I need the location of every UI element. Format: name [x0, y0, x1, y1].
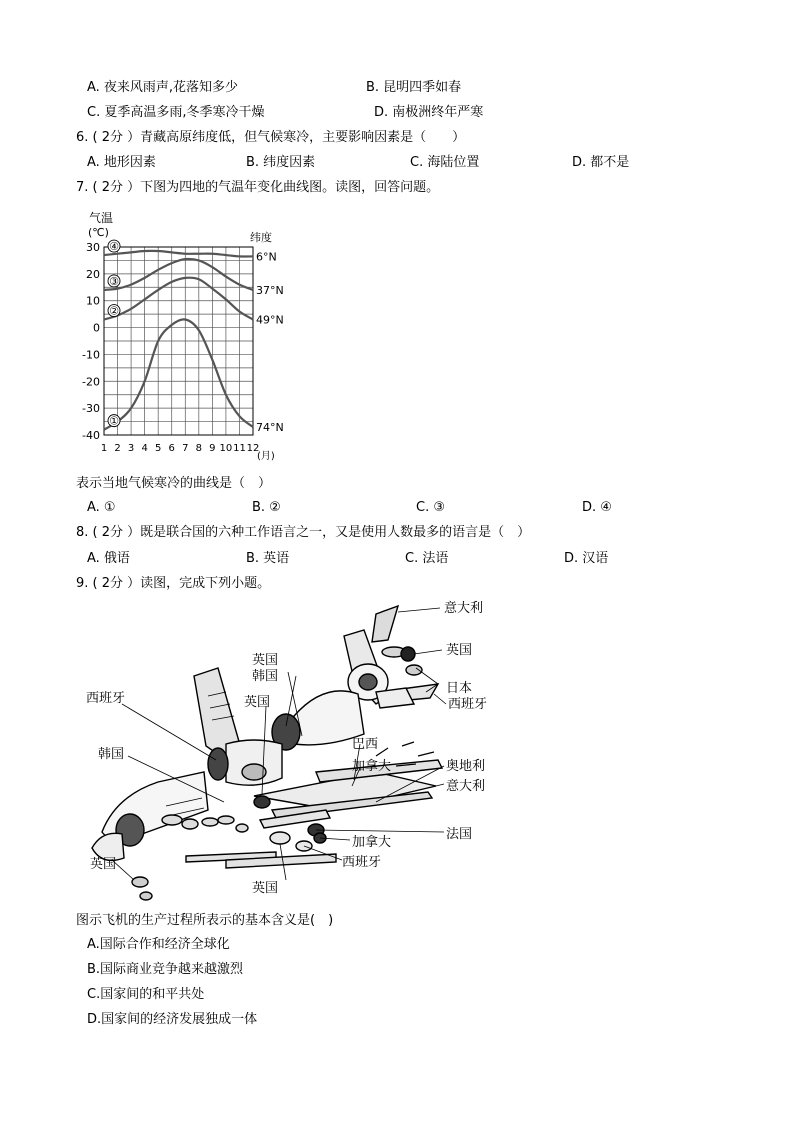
y-tick-label: -40	[82, 429, 100, 442]
plane-label-korea-upper: 韩国	[252, 669, 279, 684]
x-tick-label: 8	[195, 443, 203, 454]
series-name-label: ③	[109, 274, 119, 288]
plane-label-uk-bottom: 英国	[252, 881, 279, 896]
q5-option-c: C. 夏季高温多雨,冬季寒冷干燥	[87, 105, 265, 120]
plane-label-uk-upper: 英国	[252, 653, 279, 668]
x-tick-label: 7	[182, 443, 189, 454]
q8-option-b: B. 英语	[246, 551, 290, 566]
q7-option-a: A. ①	[87, 500, 116, 515]
series-latitude-label: 49°N	[256, 313, 284, 327]
series-line	[104, 251, 253, 257]
q7-option-b: B. ②	[252, 500, 281, 515]
series-latitude-label: 6°N	[256, 250, 277, 264]
q8-option-d: D. 汉语	[564, 551, 609, 566]
y-tick-label: -10	[82, 348, 100, 362]
series-line	[104, 278, 253, 320]
q7-stem: 7. ( 2分 ）下图为四地的气温年变化曲线图。读图，回答问题。	[76, 180, 440, 195]
series-line	[104, 259, 253, 290]
y-tick-label: 10	[86, 294, 100, 308]
x-tick-label: 9	[209, 443, 216, 454]
plane-label-austria: 奥地利	[446, 759, 486, 774]
q6-stem: 6. ( 2分 ）青藏高原纬度低，但气候寒冷，主要影响因素是（ ）	[76, 130, 466, 145]
q9-option-b: B.国际商业竞争越来越激烈	[87, 962, 244, 977]
series-latitude-label: 74°N	[256, 420, 284, 434]
q6-option-a: A. 地形因素	[87, 155, 156, 170]
series-line	[104, 319, 253, 429]
x-tick-label: 12	[246, 443, 260, 454]
q8-option-c: C. 法语	[405, 551, 449, 566]
q5-option-a: A. 夜来风雨声,花落知多少	[87, 80, 239, 95]
y-tick-label: 0	[93, 321, 100, 335]
series-name-label: ②	[109, 304, 119, 318]
q8-option-a: A. 俄语	[87, 551, 130, 566]
plane-label-italy-right: 意大利	[446, 779, 486, 794]
chart-grid	[104, 247, 253, 435]
x-tick-label: 5	[154, 443, 162, 454]
q5-option-b: B. 昆明四季如春	[366, 80, 462, 95]
q9-option-d: D.国家间的经济发展独成一体	[87, 1012, 258, 1027]
x-tick-label: 1	[100, 443, 108, 454]
q7-option-c: C. ③	[416, 500, 445, 515]
q7-question: 表示当地气候寒冷的曲线是（ ）	[76, 476, 272, 491]
q9-option-a: A.国际合作和经济全球化	[87, 937, 230, 952]
plane-label-canada-mid: 加拿大	[352, 759, 392, 774]
x-tick-label: 6	[168, 443, 175, 454]
series-latitude-label: 37°N	[256, 283, 284, 297]
y-tick-label: -20	[82, 375, 100, 389]
plane-label-canada-low: 加拿大	[352, 835, 392, 850]
airplane-parts-diagram	[76, 596, 516, 906]
series-name-label: ①	[109, 414, 119, 428]
q6-option-c: C. 海陆位置	[410, 155, 480, 170]
q7-option-d: D. ④	[582, 500, 612, 515]
y-tick-label: 20	[86, 267, 100, 281]
plane-label-italy-top: 意大利	[444, 601, 484, 616]
temperature-chart	[76, 208, 306, 468]
y-axis-title: 气温	[89, 211, 114, 225]
series-name-label: ④	[109, 240, 119, 254]
plane-label-uk-tail: 英国	[446, 643, 473, 658]
x-tick-label: 11	[233, 443, 246, 454]
q6-option-b: B. 纬度因素	[246, 155, 316, 170]
q6-option-d: D. 都不是	[572, 155, 630, 170]
plane-label-uk-mid: 英国	[244, 695, 271, 710]
plane-label-france: 法国	[446, 827, 473, 842]
plane-label-spain-low: 西班牙	[342, 855, 382, 870]
x-tick-label: 3	[127, 443, 135, 454]
x-axis-unit: (月)	[257, 451, 275, 462]
plane-label-spain-left: 西班牙	[86, 691, 126, 706]
y-tick-label: -30	[82, 402, 100, 416]
plane-label-korea-left: 韩国	[98, 747, 125, 762]
plane-label-brazil: 巴西	[352, 737, 379, 752]
q5-option-d: D. 南极洲终年严寒	[374, 105, 484, 120]
plane-label-uk-nose: 英国	[90, 857, 117, 872]
y-axis-unit: (℃)	[88, 226, 109, 239]
q9-question: 图示飞机的生产过程所表示的基本含义是( )	[76, 913, 334, 928]
q9-option-c: C.国家间的和平共处	[87, 987, 205, 1002]
x-tick-label: 4	[141, 443, 148, 454]
x-tick-label: 2	[114, 443, 121, 454]
q8-stem: 8. ( 2分 ）既是联合国的六种工作语言之一，又是使用人数最多的语言是（ ）	[76, 525, 531, 540]
y-tick-label: 30	[86, 241, 100, 254]
x-tick-label: 10	[219, 443, 233, 454]
latitude-title: 纬度	[250, 231, 272, 244]
plane-label-japan: 日本	[446, 681, 473, 696]
plane-label-spain-tail: 西班牙	[448, 697, 488, 712]
q9-stem: 9. ( 2分 ）读图，完成下列小题。	[76, 576, 271, 591]
